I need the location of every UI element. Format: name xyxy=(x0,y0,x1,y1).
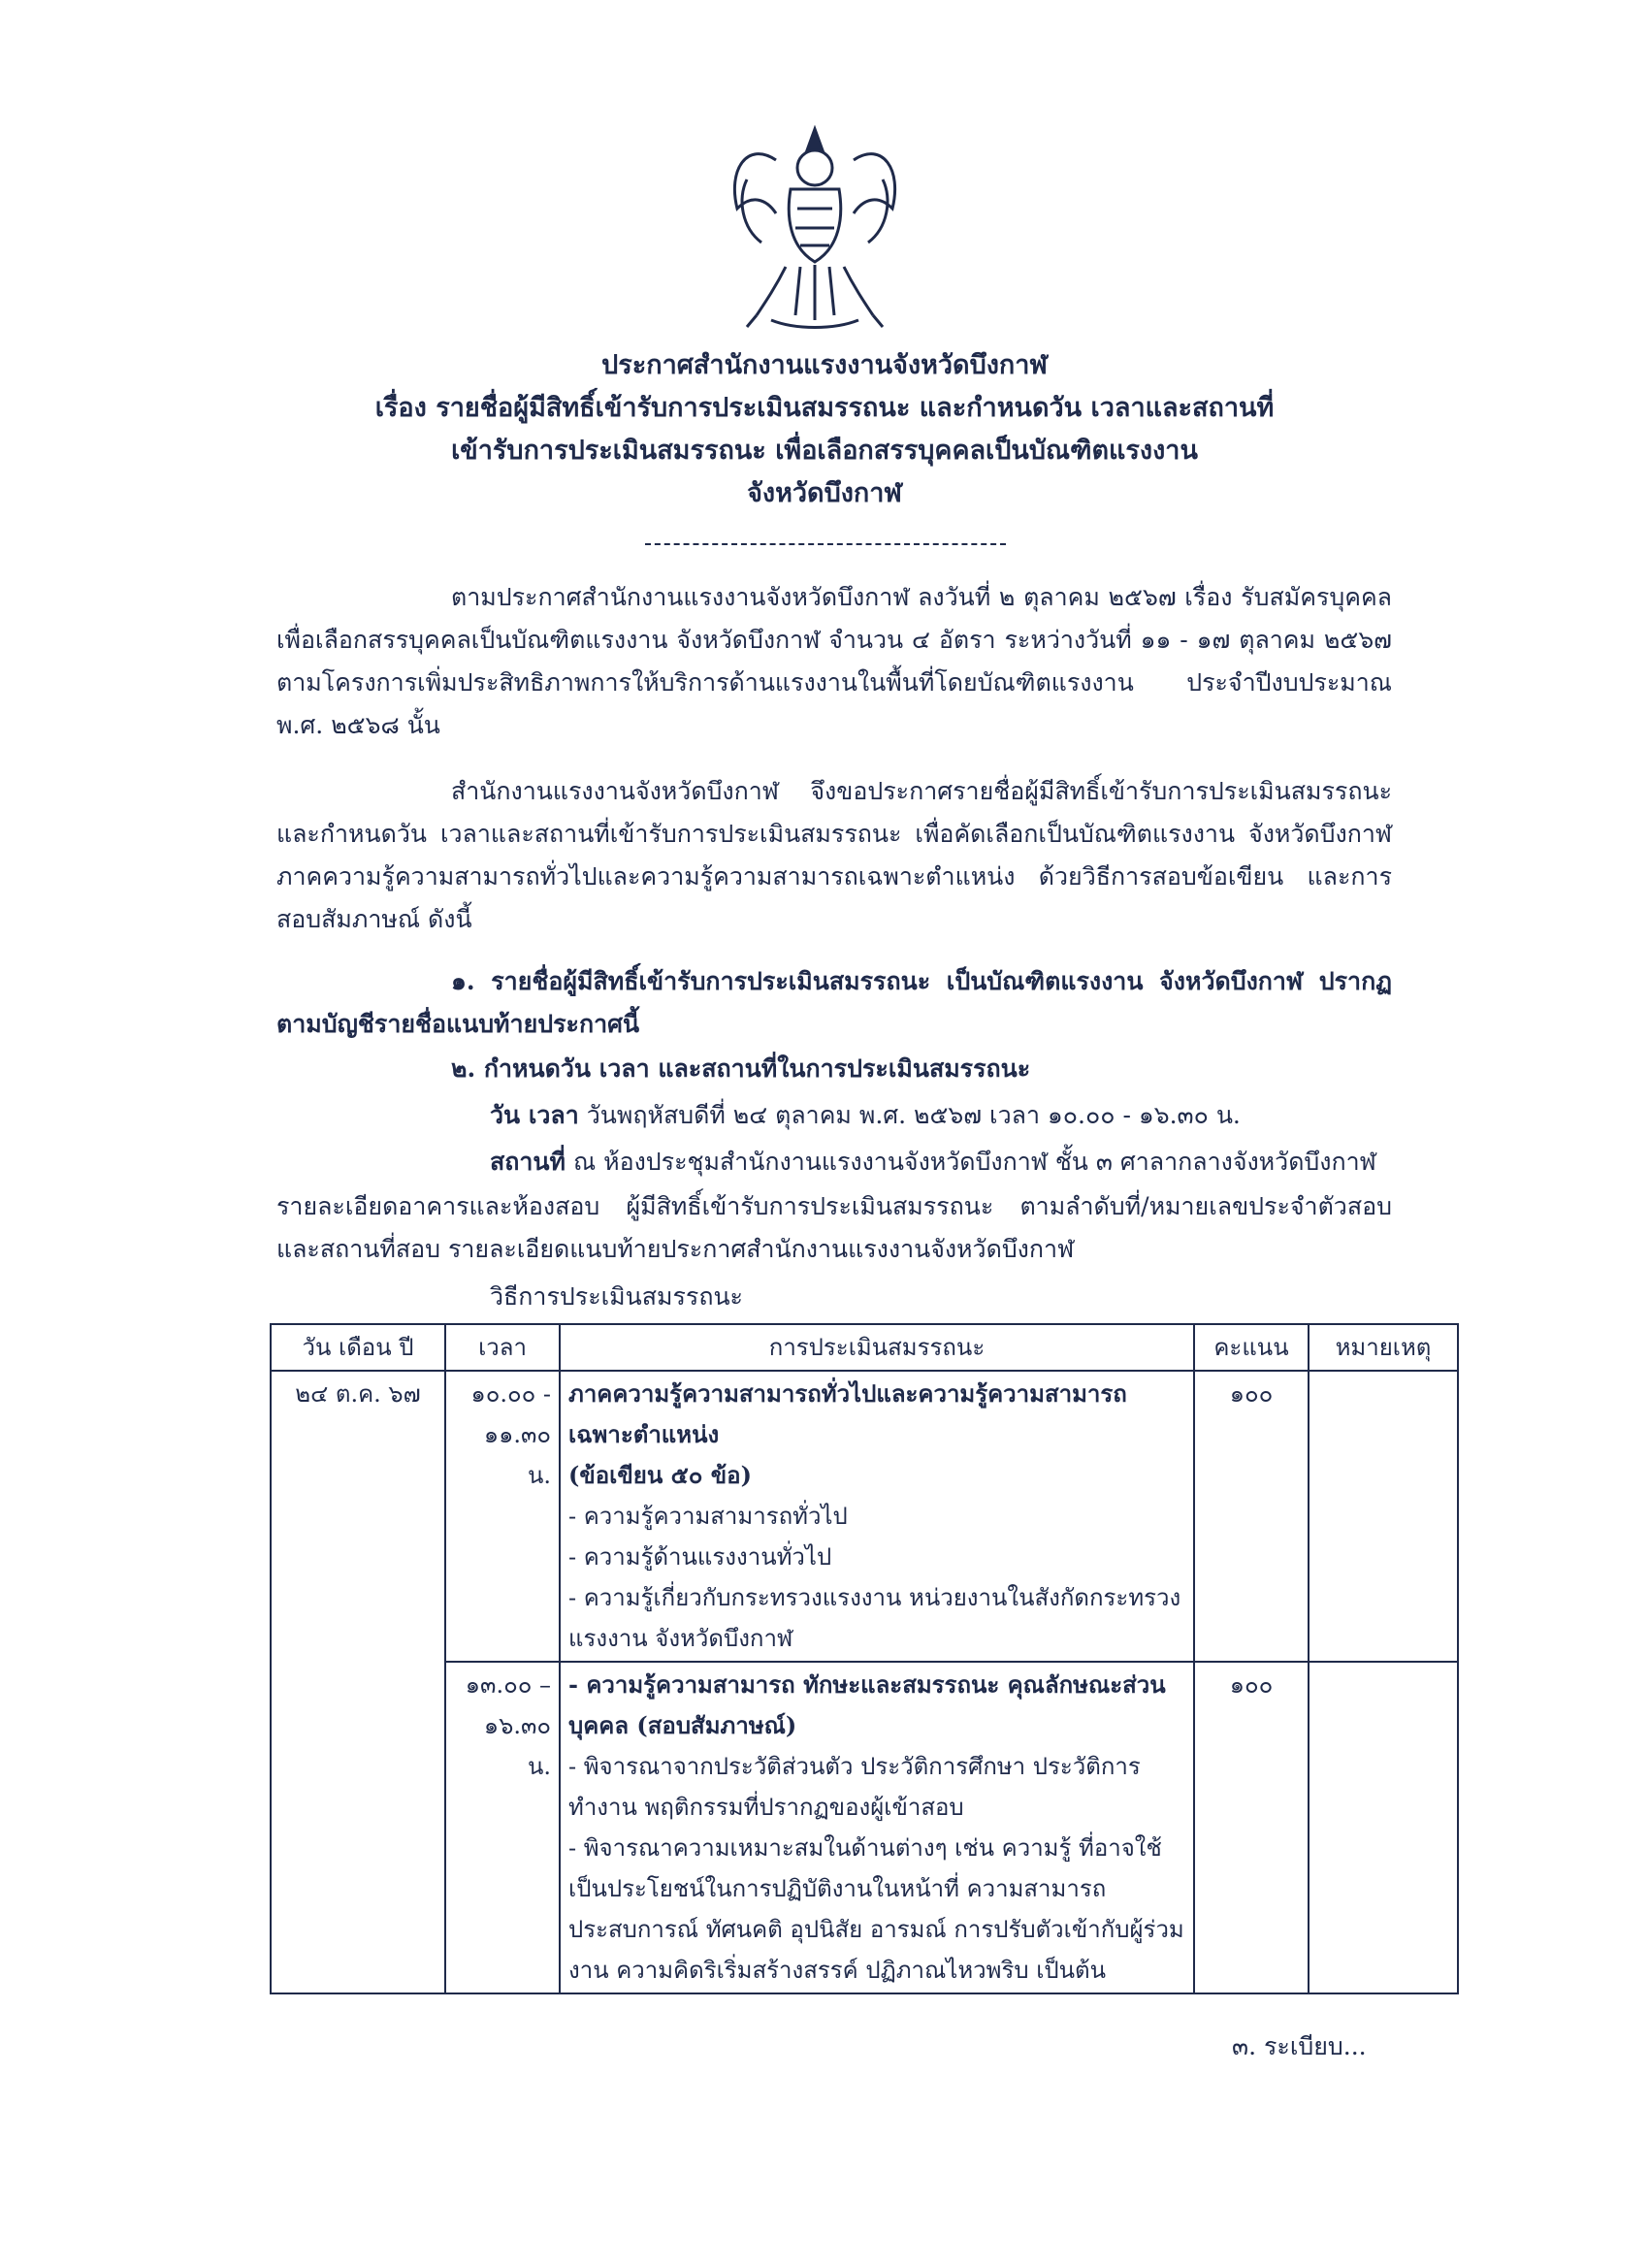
title-divider xyxy=(645,543,1006,545)
assessment-bullet: - ความรู้ด้านแรงงานทั่วไป xyxy=(568,1543,832,1571)
place-value: ณ ห้องประชุมสำนักงานแรงงานจังหวัดบึงกาฬ ชั้น ๓ ศาลากลางจังหวัดบึงกาฬ xyxy=(572,1148,1376,1176)
cell-time xyxy=(445,1371,560,1662)
time-end: ๑๖.๓๐ น. xyxy=(483,1712,551,1780)
cell-assessment xyxy=(560,1371,1194,1662)
subject-line-3: จังหวัดบึงกาฬ xyxy=(747,478,902,508)
header-assessment: การประเมินสมรรถนะ xyxy=(560,1324,1194,1371)
item-1: ๑. รายชื่อผู้มีสิทธิ์เข้ารับการประเมินสมรรถนะ เป็นบัณฑิตแรงงาน จังหวัดบึงกาฬ ปรากฏตามบัญชีรายชื่อแนบท้ายประกาศนี้ xyxy=(276,967,1392,1038)
place-line xyxy=(490,1141,1376,1183)
assessment-bullet: - ความรู้ความสามารถทั่วไป xyxy=(568,1503,848,1530)
paragraph-1: ตามประกาศสำนักงานแรงงานจังหวัดบึงกาฬ ลงวันที่ ๒ ตุลาคม ๒๕๖๗ เรื่อง รับสมัครบุคคลเพื่อเลือกสรรบุคคลเป็นบัณฑิตแรงงาน จังหวัดบึงกาฬ จำนวน ๔ อัตรา ระหว่างวันที่ ๑๑ - ๑๗ ตุลาคม ๒๕๖๗ ตามโครงการเพิ่มประสิทธิภาพการให้บริการด้านแรงงานในพื้นที่โดยบัณฑิตแรงงาน ประจำปีงบประมาณ พ.ศ. ๒๕๖๘ นั้น xyxy=(276,583,1392,739)
cell-score: ๑๐๐ xyxy=(1194,1371,1309,1662)
assessment-table xyxy=(270,1323,1459,1994)
date-time-value: วันพฤหัสบดีที่ ๒๔ ตุลาคม พ.ศ. ๒๕๖๗ เวลา ๑๐.๐๐ - ๑๖.๓๐ น. xyxy=(586,1101,1241,1129)
subject-label: เรื่อง xyxy=(374,393,427,423)
place-detail: รายละเอียดอาคารและห้องสอบ ผู้มีสิทธิ์เข้ารับการประเมินสมรรถนะ ตามลำดับที่/หมายเลขประจำตัวสอบและสถานที่สอบ รายละเอียดแนบท้ายประกาศสำนักงานแรงงานจังหวัดบึงกาฬ xyxy=(276,1192,1392,1263)
item-2: ๒. กำหนดวัน เวลา และสถานที่ในการประเมินสมรรถนะ xyxy=(451,1054,1031,1083)
header-remarks: หมายเหตุ xyxy=(1309,1324,1458,1371)
time-end: ๑๑.๓๐ น. xyxy=(483,1421,551,1489)
date-time-label: วัน เวลา xyxy=(490,1101,579,1129)
announcement-title: ประกาศสำนักงานแรงงานจังหวัดบึงกาฬ xyxy=(601,350,1048,380)
subject-line-2: เข้ารับการประเมินสมรรถนะ เพื่อเลือกสรรบุคคลเป็นบัณฑิตแรงงาน xyxy=(451,436,1198,466)
assessment-bullet: - ความรู้เกี่ยวกับกระทรวงแรงงาน หน่วยงานในสังกัดกระทรวงแรงงาน จังหวัดบึงกาฬ xyxy=(568,1584,1181,1652)
assessment-bullet: - พิจารณาความเหมาะสมในด้านต่างๆ เช่น ความรู้ ที่อาจใช้เป็นประโยชน์ในการปฏิบัติงานในหน้าที่ ความสามารถ ประสบการณ์ ทัศนคติ อุปนิสัย อารมณ์ การปรับตัวเข้ากับผู้ร่วมงาน ความคิดริเริ่มสร้างสรรค์ ปฏิภาณไหวพริบ เป็นต้น xyxy=(568,1834,1184,1984)
paragraph-2: สำนักงานแรงงานจังหวัดบึงกาฬ จึงขอประกาศรายชื่อผู้มีสิทธิ์เข้ารับการประเมินสมรรถนะ และกำหนดวัน เวลาและสถานที่เข้ารับการประเมินสมรรถนะ เพื่อคัดเลือกเป็นบัณฑิตแรงงาน จังหวัดบึงกาฬ ภาคความรู้ความสามารถทั่วไปและความรู้ความสามารถเฉพาะตำแหน่ง ด้วยวิธีการสอบข้อเขียน และการสอบสัมภาษณ์ ดังนี้ xyxy=(276,777,1392,933)
subject-text-1: รายชื่อผู้มีสิทธิ์เข้ารับการประเมินสมรรถนะ และกำหนดวัน เวลาและสถานที่ xyxy=(436,393,1275,423)
garuda-emblem xyxy=(718,121,912,335)
subject-line-1 xyxy=(320,387,1329,430)
cell-assessment xyxy=(560,1662,1194,1993)
cell-score: ๑๐๐ xyxy=(1194,1662,1309,1993)
header-score: คะแนน xyxy=(1194,1324,1309,1371)
time-start: ๑๓.๐๐ – xyxy=(465,1671,551,1699)
date-time-line xyxy=(490,1094,1241,1137)
assessment-title: ภาคความรู้ความสามารถทั่วไปและความรู้ความสามารถเฉพาะตำแหน่ง xyxy=(568,1379,1127,1448)
header-time: เวลา xyxy=(445,1324,560,1371)
assessment-title: - ความรู้ความสามารถ ทักษะและสมรรถนะ คุณลักษณะส่วนบุคคล (สอบสัมภาษณ์) xyxy=(568,1670,1166,1739)
cell-remarks xyxy=(1309,1662,1458,1993)
header-date: วัน เดือน ปี xyxy=(271,1324,445,1371)
method-title: วิธีการประเมินสมรรถนะ xyxy=(490,1282,743,1311)
cell-remarks xyxy=(1309,1371,1458,1662)
table-header-row xyxy=(271,1324,1458,1371)
cell-date: ๒๔ ต.ค. ๖๗ xyxy=(271,1371,445,1993)
assessment-bullet: - พิจารณาจากประวัติส่วนตัว ประวัติการศึกษา ประวัติการทำงาน พฤติกรรมที่ปรากฏของผู้เข้าสอบ xyxy=(568,1753,1141,1821)
assessment-subtitle: (ข้อเขียน ๕๐ ข้อ) xyxy=(568,1461,752,1489)
continuation-marker: ๓. ระเบียบ... xyxy=(1232,2032,1367,2060)
table-row xyxy=(271,1371,1458,1662)
place-label: สถานที่ xyxy=(490,1148,566,1176)
cell-time xyxy=(445,1662,560,1993)
time-start: ๑๐.๐๐ - xyxy=(470,1380,551,1408)
table-row xyxy=(271,1662,1458,1993)
